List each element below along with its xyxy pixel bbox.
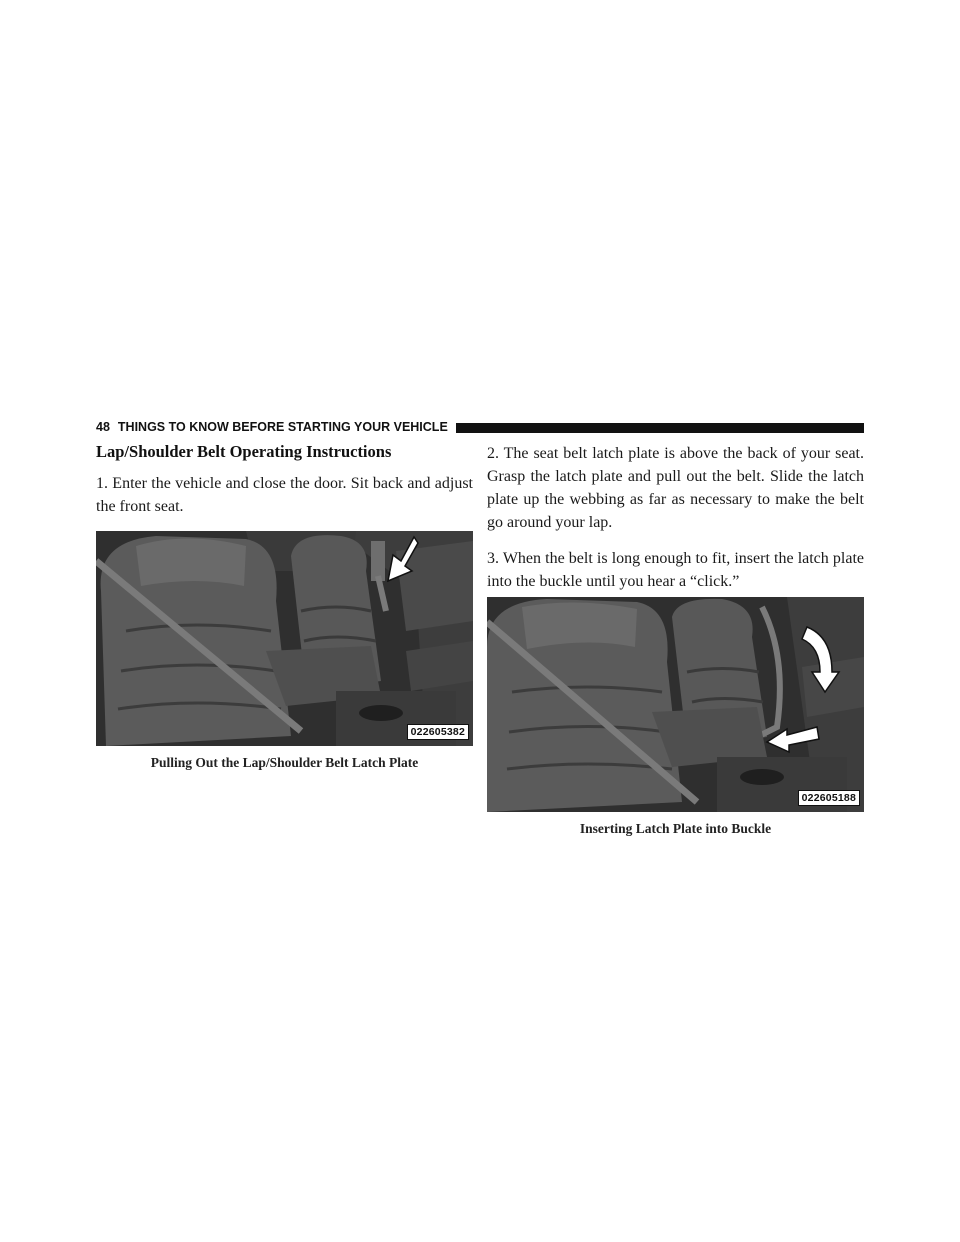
section-title: THINGS TO KNOW BEFORE STARTING YOUR VEHICLE [117,420,448,434]
seat-illustration-1 [96,531,473,746]
section-heading: Lap/Shoulder Belt Operating Instructions [96,442,392,461]
figure-code: 022605382 [407,724,469,740]
right-column [487,442,864,837]
step-1-text: 1. Enter the vehicle and close the door. Sit back and adjust the front seat. [96,475,473,515]
figure-caption: Pulling Out the Lap/Shoulder Belt Latch Plate [150,755,419,770]
step-2-text: 2. The seat belt latch plate is above the back of your seat. Grasp the latch plate and pull out the belt. Slide the latch plate up the webbing as far as necessary to make the belt go around your lap. [487,445,864,531]
figure-caption: Inserting Latch Plate into Buckle [579,821,772,836]
left-column [96,442,473,771]
seat-illustration-2 [487,597,864,812]
step-3-text: 3. When the belt is long enough to fit, insert the latch plate into the buckle until you hear a “click.” [487,550,864,590]
figure-inserting-latch-plate [487,597,864,812]
page-number: 48 [96,420,110,434]
page-header [96,418,864,436]
figure-pulling-latch-plate [96,531,473,746]
figure-code: 022605188 [798,790,860,806]
header-rule [456,423,864,433]
